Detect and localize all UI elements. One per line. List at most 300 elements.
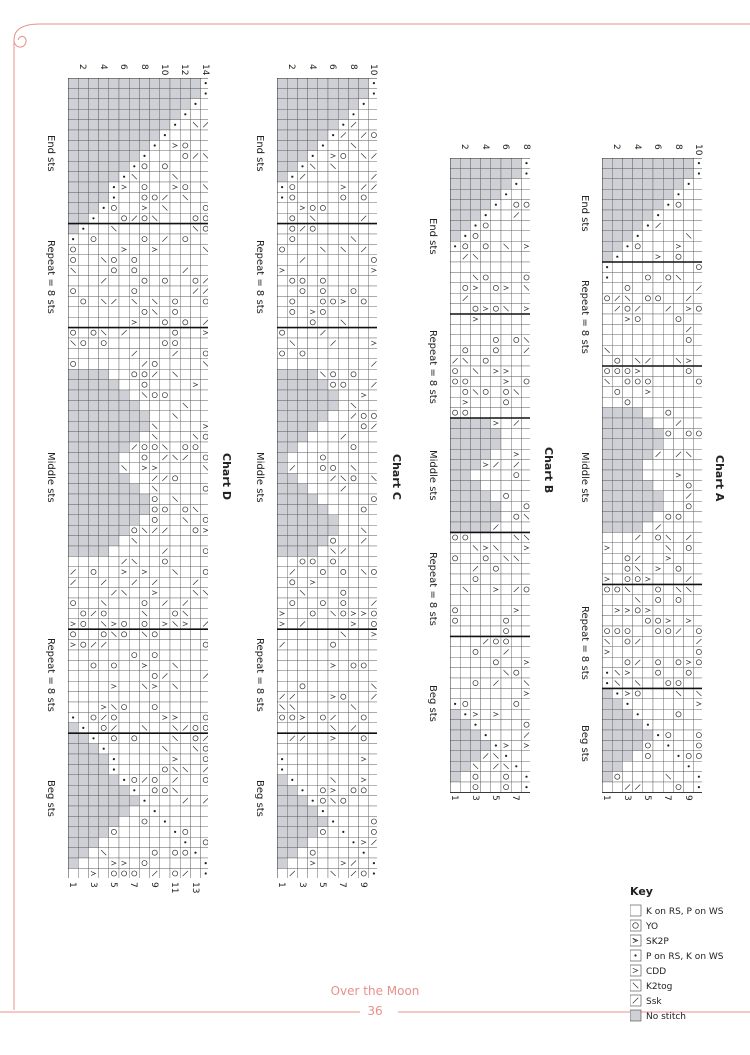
stitch-cell	[109, 837, 119, 847]
stitch-cell	[653, 480, 663, 490]
stitch-cell	[673, 231, 683, 241]
no-stitch-cell	[99, 78, 109, 88]
stitch-cell	[348, 744, 358, 754]
stitch-cell	[501, 200, 511, 210]
chart-d-beg-sts-label: Beg sts	[45, 780, 56, 817]
no-stitch-cell	[78, 848, 88, 858]
stitch-cell	[481, 376, 491, 386]
stitch-cell	[160, 764, 170, 774]
stitch-cell	[460, 657, 470, 667]
no-stitch-cell	[99, 754, 109, 764]
stitch-cell	[328, 463, 338, 473]
no-stitch-cell	[277, 369, 287, 379]
stitch-cell	[190, 629, 200, 639]
stitch-cell	[633, 387, 643, 397]
stitch-number-label: 7	[510, 795, 521, 802]
stitch-cell	[481, 647, 491, 657]
no-stitch-cell	[612, 522, 622, 532]
stitch-cell	[180, 504, 190, 514]
stitch-cell	[460, 262, 470, 272]
stitch-cell	[602, 356, 612, 366]
stitch-cell	[663, 428, 673, 438]
stitch-cell	[109, 640, 119, 650]
stitch-cell	[602, 314, 612, 324]
no-stitch-cell	[450, 512, 460, 522]
stitch-cell	[511, 189, 521, 199]
stitch-cell	[369, 172, 377, 182]
stitch-cell	[684, 751, 694, 761]
row-number-label: 6	[652, 144, 663, 150]
stitch-cell	[359, 390, 369, 400]
purl-symbol	[495, 744, 497, 746]
stitch-cell	[338, 265, 348, 275]
purl-symbol	[92, 217, 94, 219]
no-stitch-cell	[287, 473, 297, 483]
stitch-cell	[633, 376, 643, 386]
no-stitch-cell	[68, 827, 78, 837]
no-stitch-cell	[277, 99, 287, 109]
stitch-cell	[160, 608, 170, 618]
chart-a-beg-sts-label: Beg sts	[579, 725, 590, 762]
no-stitch-cell	[287, 380, 297, 390]
stitch-cell	[139, 317, 149, 327]
stitch-cell	[501, 636, 511, 646]
stitch-cell	[150, 255, 160, 265]
no-stitch-cell	[277, 536, 287, 546]
stitch-cell	[663, 584, 673, 594]
stitch-cell	[180, 348, 190, 358]
no-stitch-cell	[612, 158, 622, 168]
stitch-cell	[663, 616, 673, 626]
stitch-cell	[328, 848, 338, 858]
stitch-cell	[521, 293, 530, 303]
stitch-cell	[653, 761, 663, 771]
stitch-cell	[481, 772, 491, 782]
no-stitch-cell	[109, 390, 119, 400]
stitch-cell	[109, 369, 119, 379]
stitch-cell	[694, 543, 702, 553]
stitch-cell	[470, 709, 480, 719]
stitch-cell	[119, 234, 129, 244]
stitch-cell	[338, 848, 348, 858]
stitch-cell	[180, 640, 190, 650]
no-stitch-cell	[88, 536, 98, 546]
stitch-cell	[129, 255, 139, 265]
stitch-cell	[297, 328, 307, 338]
stitch-cell	[160, 629, 170, 639]
stitch-cell	[602, 532, 612, 542]
stitch-cell	[481, 272, 491, 282]
stitch-cell	[170, 629, 180, 639]
stitch-cell	[663, 751, 673, 761]
stitch-cell	[673, 657, 683, 667]
stitch-cell	[180, 317, 190, 327]
stitch-cell	[68, 660, 78, 670]
stitch-cell	[150, 411, 160, 421]
stitch-cell	[308, 598, 318, 608]
stitch-cell	[684, 366, 694, 376]
no-stitch-cell	[109, 463, 119, 473]
no-stitch-cell	[277, 515, 287, 525]
no-stitch-cell	[277, 421, 287, 431]
stitch-cell	[501, 730, 511, 740]
no-stitch-cell	[68, 754, 78, 764]
no-stitch-cell	[450, 158, 460, 168]
chart-c-beg-sts-label: Beg sts	[254, 780, 265, 817]
stitch-cell	[653, 595, 663, 605]
stitch-cell	[359, 338, 369, 348]
stitch-cell	[633, 262, 643, 272]
no-stitch-cell	[99, 484, 109, 494]
stitch-cell	[338, 536, 348, 546]
stitch-cell	[277, 203, 287, 213]
stitch-cell	[694, 501, 702, 511]
no-stitch-cell	[119, 796, 129, 806]
stitch-cell	[190, 276, 200, 286]
stitch-cell	[287, 296, 297, 306]
stitch-cell	[78, 868, 88, 878]
stitch-cell	[602, 564, 612, 574]
no-stitch-cell	[88, 161, 98, 171]
stitch-cell	[511, 626, 521, 636]
stitch-cell	[139, 161, 149, 171]
stitch-cell	[460, 553, 470, 563]
purl-symbol	[647, 724, 649, 726]
stitch-cell	[694, 366, 702, 376]
no-stitch-cell	[308, 525, 318, 535]
purl-symbol	[373, 872, 375, 874]
stitch-cell	[190, 359, 200, 369]
no-stitch-cell	[633, 740, 643, 750]
stitch-cell	[369, 151, 377, 161]
stitch-cell	[308, 234, 318, 244]
stitch-cell	[318, 681, 328, 691]
stitch-cell	[673, 283, 683, 293]
stitch-cell	[277, 567, 287, 577]
no-stitch-cell	[297, 816, 307, 826]
key-label: SK2P	[646, 937, 669, 947]
stitch-cell	[170, 546, 180, 556]
stitch-cell	[369, 317, 377, 327]
stitch-cell	[653, 512, 663, 522]
stitch-cell	[470, 231, 480, 241]
no-stitch-cell	[491, 428, 501, 438]
no-stitch-cell	[88, 442, 98, 452]
purl-symbol	[312, 155, 314, 157]
no-stitch-cell	[277, 494, 287, 504]
purl-symbol	[103, 748, 105, 750]
stitch-cell	[369, 276, 377, 286]
stitch-cell	[180, 650, 190, 660]
no-stitch-cell	[481, 740, 491, 750]
stitch-cell	[348, 504, 358, 514]
stitch-cell	[369, 109, 377, 119]
stitch-cell	[201, 806, 208, 816]
no-stitch-cell	[328, 515, 338, 525]
stitch-cell	[129, 380, 139, 390]
stitch-cell	[328, 359, 338, 369]
stitch-cell	[78, 338, 88, 348]
no-stitch-cell	[160, 88, 170, 98]
stitch-cell	[643, 231, 653, 241]
stitch-cell	[109, 858, 119, 868]
stitch-cell	[348, 421, 358, 431]
no-stitch-cell	[78, 369, 88, 379]
stitch-cell	[201, 182, 208, 192]
no-stitch-cell	[602, 179, 612, 189]
stitch-cell	[369, 234, 377, 244]
stitch-cell	[139, 192, 149, 202]
stitch-cell	[521, 512, 530, 522]
stitch-cell	[511, 772, 521, 782]
stitch-cell	[348, 660, 358, 670]
page-number: 36	[367, 1004, 383, 1018]
no-stitch-cell	[602, 501, 612, 511]
stitch-cell	[369, 608, 377, 618]
stitch-cell	[139, 203, 149, 213]
no-stitch-cell	[622, 200, 632, 210]
stitch-cell	[663, 574, 673, 584]
stitch-cell	[99, 265, 109, 275]
stitch-cell	[119, 380, 129, 390]
stitch-cell	[139, 848, 149, 858]
stitch-cell	[348, 796, 358, 806]
stitch-cell	[328, 827, 338, 837]
stitch-cell	[359, 515, 369, 525]
no-stitch-cell	[277, 400, 287, 410]
stitch-cell	[201, 203, 208, 213]
stitch-cell	[190, 411, 200, 421]
stitch-cell	[673, 564, 683, 574]
no-stitch-cell	[88, 78, 98, 88]
no-stitch-cell	[287, 109, 297, 119]
stitch-cell	[297, 640, 307, 650]
no-stitch-cell	[501, 168, 511, 178]
no-stitch-cell	[88, 796, 98, 806]
stitch-cell	[150, 702, 160, 712]
stitch-cell	[653, 470, 663, 480]
chart-a-grid	[602, 158, 702, 798]
chart-d-title: Chart D	[220, 453, 233, 500]
no-stitch-cell	[602, 522, 612, 532]
no-stitch-cell	[481, 168, 491, 178]
stitch-cell	[287, 629, 297, 639]
stitch-cell	[501, 387, 511, 397]
stitch-cell	[491, 418, 501, 428]
no-stitch-cell	[119, 806, 129, 816]
stitch-cell	[673, 522, 683, 532]
row-number-label: 8	[347, 64, 358, 70]
stitch-cell	[78, 858, 88, 868]
stitch-cell	[491, 470, 501, 480]
purl-symbol	[474, 224, 476, 226]
stitch-cell	[338, 494, 348, 504]
no-stitch-cell	[119, 473, 129, 483]
stitch-cell	[622, 772, 632, 782]
no-stitch-cell	[88, 109, 98, 119]
stitch-cell	[139, 692, 149, 702]
stitch-cell	[622, 647, 632, 657]
no-stitch-cell	[88, 484, 98, 494]
purl-symbol	[515, 183, 517, 185]
no-stitch-cell	[160, 99, 170, 109]
stitch-cell	[369, 525, 377, 535]
purl-symbol	[616, 256, 618, 258]
no-stitch-cell	[470, 480, 480, 490]
stitch-cell	[190, 796, 200, 806]
stitch-cell	[119, 764, 129, 774]
no-stitch-cell	[318, 515, 328, 525]
stitch-cell	[160, 140, 170, 150]
stitch-cell	[511, 636, 521, 646]
stitch-cell	[190, 244, 200, 254]
stitch-cell	[99, 224, 109, 234]
stitch-cell	[643, 584, 653, 594]
stitch-cell	[109, 608, 119, 618]
no-stitch-cell	[68, 88, 78, 98]
chart-c-title: Chart C	[390, 454, 403, 500]
stitch-cell	[328, 702, 338, 712]
stitch-cell	[348, 473, 358, 483]
stitch-cell	[119, 452, 129, 462]
row-number-label: 4	[306, 64, 317, 70]
purl-symbol	[637, 235, 639, 237]
no-stitch-cell	[612, 740, 622, 750]
stitch-cell	[602, 304, 612, 314]
stitch-cell	[348, 286, 358, 296]
no-stitch-cell	[287, 99, 297, 109]
stitch-cell	[129, 598, 139, 608]
stitch-cell	[673, 772, 683, 782]
no-stitch-cell	[328, 120, 338, 130]
stitch-cell	[139, 598, 149, 608]
no-stitch-cell	[109, 525, 119, 535]
stitch-cell	[318, 265, 328, 275]
stitch-cell	[180, 463, 190, 473]
stitch-cell	[501, 595, 511, 605]
stitch-cell	[99, 317, 109, 327]
no-stitch-cell	[297, 120, 307, 130]
stitch-cell	[139, 244, 149, 254]
stitch-cell	[88, 692, 98, 702]
purl-symbol	[626, 245, 628, 247]
no-stitch-cell	[68, 785, 78, 795]
no-stitch-cell	[297, 796, 307, 806]
stitch-cell	[673, 304, 683, 314]
stitch-cell	[88, 723, 98, 733]
stitch-cell	[612, 616, 622, 626]
stitch-cell	[511, 304, 521, 314]
stitch-cell	[663, 366, 673, 376]
stitch-cell	[190, 442, 200, 452]
stitch-number-label: 1	[449, 795, 460, 802]
no-stitch-cell	[308, 390, 318, 400]
stitch-cell	[460, 324, 470, 334]
no-stitch-cell	[460, 751, 470, 761]
stitch-cell	[501, 720, 511, 730]
no-stitch-cell	[612, 220, 622, 230]
stitch-cell	[359, 400, 369, 410]
no-stitch-cell	[318, 390, 328, 400]
stitch-cell	[470, 668, 480, 678]
stitch-cell	[359, 660, 369, 670]
stitch-cell	[328, 442, 338, 452]
no-stitch-cell	[88, 546, 98, 556]
purl-symbol	[485, 214, 487, 216]
row-number-label: 8	[520, 144, 531, 150]
stitch-cell	[287, 619, 297, 629]
stitch-cell	[170, 234, 180, 244]
stitch-cell	[612, 272, 622, 282]
no-stitch-cell	[602, 231, 612, 241]
stitch-cell	[684, 418, 694, 428]
stitch-cell	[99, 837, 109, 847]
stitch-cell	[160, 712, 170, 722]
stitch-cell	[521, 283, 530, 293]
no-stitch-cell	[612, 210, 622, 220]
stitch-cell	[470, 616, 480, 626]
no-stitch-cell	[612, 200, 622, 210]
purl-symbol	[688, 183, 690, 185]
no-stitch-cell	[287, 504, 297, 514]
stitch-cell	[481, 668, 491, 678]
stitch-cell	[653, 751, 663, 761]
stitch-cell	[190, 234, 200, 244]
no-stitch-cell	[88, 99, 98, 109]
stitch-cell	[277, 733, 287, 743]
stitch-cell	[297, 348, 307, 358]
stitch-cell	[88, 276, 98, 286]
no-stitch-cell	[602, 491, 612, 501]
stitch-cell	[201, 504, 208, 514]
stitch-cell	[653, 460, 663, 470]
no-stitch-cell	[68, 536, 78, 546]
stitch-cell	[297, 629, 307, 639]
stitch-cell	[170, 421, 180, 431]
stitch-cell	[287, 660, 297, 670]
stitch-cell	[348, 785, 358, 795]
stitch-cell	[348, 182, 358, 192]
no-stitch-cell	[622, 158, 632, 168]
no-stitch-cell	[470, 730, 480, 740]
stitch-cell	[450, 532, 460, 542]
stitch-cell	[684, 439, 694, 449]
stitch-cell	[190, 172, 200, 182]
stitch-cell	[119, 848, 129, 858]
stitch-cell	[180, 848, 190, 858]
no-stitch-cell	[328, 400, 338, 410]
stitch-cell	[694, 564, 702, 574]
stitch-cell	[501, 376, 511, 386]
stitch-cell	[653, 543, 663, 553]
no-stitch-cell	[150, 78, 160, 88]
stitch-number-label: 9	[357, 881, 368, 888]
stitch-cell	[643, 252, 653, 262]
stitch-cell	[328, 432, 338, 442]
no-stitch-cell	[88, 775, 98, 785]
stitch-cell	[328, 640, 338, 650]
no-stitch-cell	[460, 761, 470, 771]
stitch-cell	[150, 286, 160, 296]
no-stitch-cell	[297, 151, 307, 161]
stitch-cell	[633, 626, 643, 636]
no-stitch-cell	[602, 761, 612, 771]
key-label: Ssk	[646, 997, 662, 1007]
stitch-cell	[684, 501, 694, 511]
stitch-cell	[501, 231, 511, 241]
no-stitch-cell	[450, 470, 460, 480]
stitch-cell	[99, 286, 109, 296]
